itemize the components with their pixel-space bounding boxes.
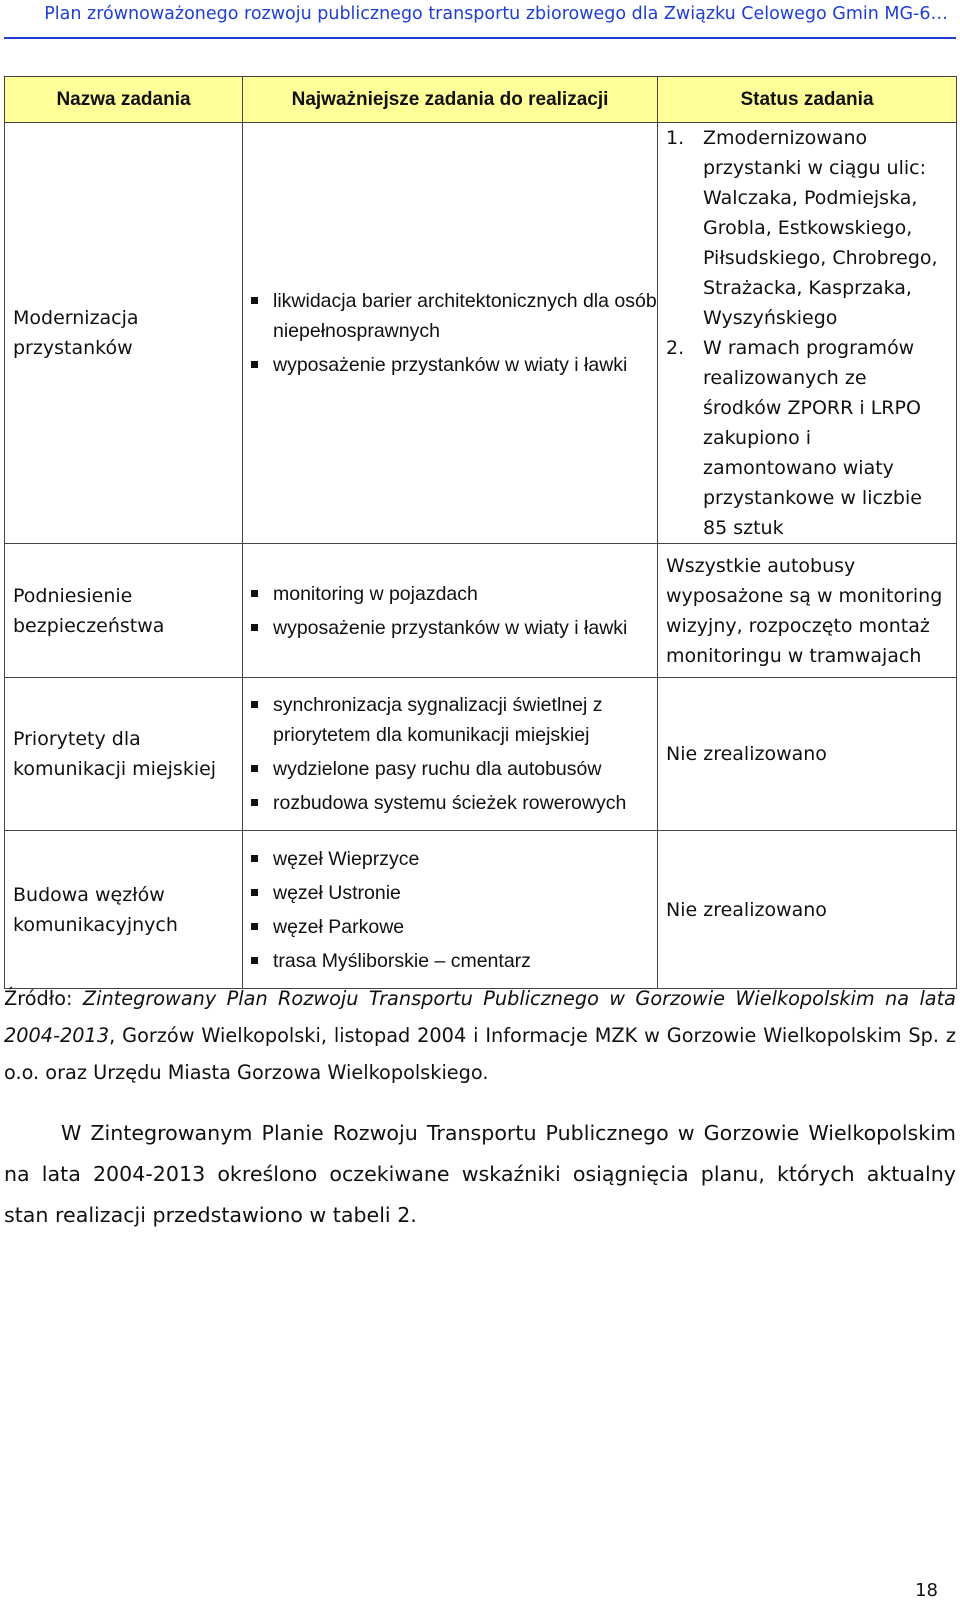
task-status-cell: Nie zrealizowano bbox=[658, 831, 957, 989]
task-name-cell: Priorytety dla komunikacji miejskiej bbox=[5, 678, 243, 831]
list-item bbox=[251, 286, 657, 346]
list-item bbox=[251, 613, 657, 643]
square-bullet-icon bbox=[251, 957, 258, 964]
list-item-text: węzeł Parkowe bbox=[273, 915, 405, 938]
source-note bbox=[4, 980, 956, 1091]
task-name-cell: Budowa węzłów komunikacyjnych bbox=[5, 831, 243, 989]
square-bullet-icon bbox=[251, 923, 258, 930]
source-details: , Gorzów Wielkopolski, listopad 2004 i Informacje MZK w Gorzowie Wielkopolskim Sp. z o.o. oraz Urzędu Miasta Gorzowa Wielkopolskiego. bbox=[4, 1024, 956, 1084]
table-row bbox=[5, 831, 957, 989]
square-bullet-icon bbox=[251, 855, 258, 862]
list-item-text: węzeł Ustronie bbox=[273, 881, 401, 904]
status-numbered-list bbox=[666, 123, 948, 543]
source-prefix: Źródło: bbox=[4, 987, 83, 1010]
list-number: 2. bbox=[666, 337, 685, 359]
task-bullet-list bbox=[243, 579, 657, 643]
list-item bbox=[251, 579, 657, 609]
table-row bbox=[5, 123, 957, 544]
square-bullet-icon bbox=[251, 297, 258, 304]
list-item bbox=[251, 878, 657, 908]
square-bullet-icon bbox=[251, 590, 258, 597]
task-bullet-list bbox=[243, 286, 657, 380]
list-item-text: synchronizacja sygnalizacji świetlnej z priorytetem dla komunikacji miejskiej bbox=[273, 694, 603, 746]
task-list-cell bbox=[243, 123, 658, 544]
list-item bbox=[251, 946, 657, 976]
square-bullet-icon bbox=[251, 799, 258, 806]
list-item-text: wyposażenie przystanków w wiaty i ławki bbox=[273, 354, 628, 376]
list-item bbox=[251, 350, 657, 380]
task-name-cell: Podniesienie bezpieczeństwa bbox=[5, 544, 243, 678]
body-paragraph: W Zintegrowanym Planie Rozwoju Transportu Publicznego w Gorzowie Wielkopolskim na lata 2004-2013 określono oczekiwane wskaźniki osiągnięcia planu, których aktualny stan realizacji przedstawiono w tabeli 2. bbox=[4, 1121, 956, 1227]
column-header-name: Nazwa zadania bbox=[5, 77, 243, 123]
task-name-cell: Modernizacja przystanków bbox=[5, 123, 243, 544]
list-item-text: likwidacja barier architektonicznych dla osób niepełnosprawnych bbox=[273, 290, 657, 342]
column-header-tasks: Najważniejsze zadania do realizacji bbox=[243, 77, 658, 123]
task-status-cell bbox=[658, 123, 957, 544]
list-item-text: węzeł Wieprzyce bbox=[273, 847, 420, 870]
list-item bbox=[666, 333, 948, 543]
list-item bbox=[251, 912, 657, 942]
table-header-row bbox=[5, 77, 957, 123]
list-item-text: monitoring w pojazdach bbox=[273, 582, 478, 605]
square-bullet-icon bbox=[251, 361, 258, 368]
task-list-cell bbox=[243, 678, 658, 831]
table-row bbox=[5, 544, 957, 678]
task-status-cell: Wszystkie autobusy wyposażone są w monitoring wizyjny, rozpoczęto montaż monitoringu w tramwajach bbox=[658, 544, 957, 678]
list-item bbox=[251, 690, 657, 750]
task-bullet-list bbox=[243, 844, 657, 976]
list-number: 1. bbox=[666, 127, 685, 149]
list-item bbox=[666, 123, 948, 333]
list-item-text: rozbudowa systemu ścieżek rowerowych bbox=[273, 792, 627, 814]
list-item-text: wydzielone pasy ruchu dla autobusów bbox=[273, 758, 602, 780]
list-item-text: wyposażenie przystanków w wiaty i ławki bbox=[273, 616, 628, 639]
list-item-text: trasa Myśliborskie – cmentarz bbox=[273, 949, 531, 972]
header-divider bbox=[4, 37, 956, 39]
task-status-cell: Nie zrealizowano bbox=[658, 678, 957, 831]
task-bullet-list bbox=[243, 690, 657, 818]
square-bullet-icon bbox=[251, 701, 258, 708]
tasks-table bbox=[4, 76, 957, 989]
square-bullet-icon bbox=[251, 889, 258, 896]
running-header: Plan zrównoważonego rozwoju publicznego transportu zbiorowego dla Związku Celowego Gmin MG-6… bbox=[44, 4, 948, 24]
square-bullet-icon bbox=[251, 624, 258, 631]
column-header-status: Status zadania bbox=[658, 77, 957, 123]
square-bullet-icon bbox=[251, 765, 258, 772]
list-item bbox=[251, 844, 657, 874]
list-item-text: Zmodernizowano przystanki w ciągu ulic: Walczaka, Podmiejska, Grobla, Estkowskiego, Piłsudskiego, Chrobrego, Strażacka, Kasprzaka, Wyszyńskiego bbox=[703, 127, 938, 329]
table-row bbox=[5, 678, 957, 831]
list-item-text: W ramach programów realizowanych ze środków ZPORR i LRPO zakupiono i zamontowano wiaty przystankowe w liczbie 85 sztuk bbox=[703, 337, 922, 539]
task-list-cell bbox=[243, 831, 658, 989]
task-list-cell bbox=[243, 544, 658, 678]
page-number: 18 bbox=[915, 1580, 938, 1601]
list-item bbox=[251, 754, 657, 784]
list-item bbox=[251, 788, 657, 818]
source-title: Zintegrowany Plan Rozwoju Transportu Publicznego w Gorzowie Wielkopolskim na lata 2004-2013 bbox=[4, 987, 956, 1047]
